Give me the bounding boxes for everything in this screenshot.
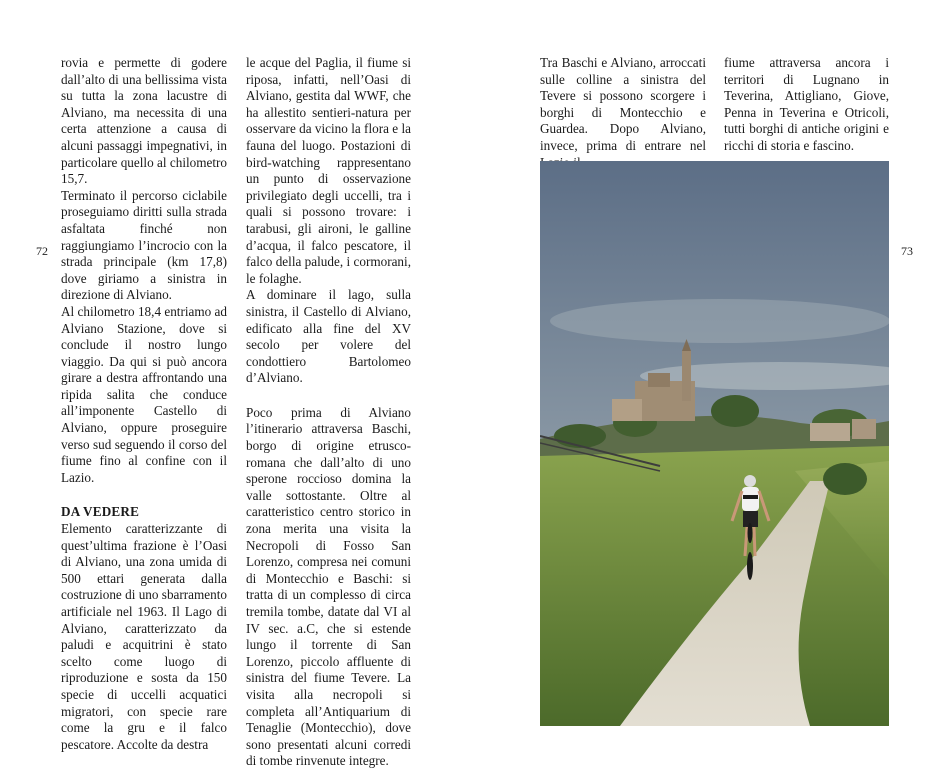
paragraph: Tra Baschi e Alviano, arroccati sulle colline a sinistra del Tevere si possono scorgere i borghi di Montecchio e Guardea. Dopo Alviano, invece, prima di entrare nel: [540, 55, 706, 153]
text-column-1: [61, 55, 227, 753]
page-number-right: 73: [901, 244, 913, 258]
text-column-3: [540, 55, 706, 171]
paragraph: Al chilometro 18,4 entriamo ad Alviano Stazione, dove si conclude il nostro lungo viaggio. Da qui si può ancora girare a destra affrontando una ripida salita che conduce all’imponente Castello di Alviano, oppure proseguire verso sud seguendo il corso del fiume fino al confine con il Lazio.: [61, 303, 227, 485]
page-number-left: 72: [36, 244, 48, 258]
paragraph: A dominare il lago, sulla sinistra, il Castello di Alviano, edificato alla fine del XV secolo per volere del condottiero Bartolomeo d’Alviano.: [246, 287, 411, 386]
text-column-2: [246, 55, 411, 770]
paragraph: Terminato il percorso ciclabile proseguiamo diritti sulla strada asfaltata finché non raggiungiamo l’incrocio con la strada principale (km 17,8) dove giriamo a sinistra in direzione di Alviano.: [61, 187, 227, 303]
paragraph: le acque del Paglia, il fiume si riposa, infatti, nell’Oasi di Alviano, gestita dal WWF, che ha allestito sentieri-natura per osservare da vicino la flora e la fauna del luogo. Postazioni di bird-watching rappresentano un punto di osservazione privilegiato degli uccelli, tra i quali si possono trovare: i tarabusi, gli aironi, le galline d’acqua, il falco pescatore, il falco della palude, i cormorani, le folaghe.: [246, 55, 411, 286]
paragraph: rovia e permette di godere dall’alto di una bellissima vista su tutta la zona lacustre di Alviano, ma necessita di una certa attenzione a causa di alcuni passaggi impegnativi, in particolare quello al chilometro 15,7.: [61, 55, 227, 187]
paragraph: Poco prima di Alviano l’itinerario attraversa Baschi, borgo di origine etrusco-romana che dall’alto di uno sperone roccioso domina la valle sottostante. Oltre al caratteristico centro storico in zona merita una visita la Necropoli di Fosso San Lorenzo, compresa nei comuni di Montecchio e Baschi: si tratta di un complesso di circa tremila tombe, datate dal VI al IV sec. a.C, che si estende lungo il torrente di San Lorenzo, piccolo affluente di sinistra del fiume Tevere. La visita alla necropoli si completa all’Antiquarium di Tenaglie (Montecchio), dove sono presentati alcuni corredi di tombe rinvenute integre.: [246, 404, 411, 769]
section-heading: DA VEDERE: [61, 504, 140, 520]
text-column-4: [724, 55, 889, 155]
paragraph: Elemento caratterizzante di quest’ultima frazione è l’Oasi di Alviano, una zona umida di 500 ettari generata dalla costruzione di uno sbarramento artificiale nel 1963. Il Lago di Alviano, caratterizzato da paludi e acquitrini è stato scelto come luogo di riproduzione e sosta da 150 specie di uccelli acquatici migratori, con specie rare come la gru e il falco pescatore. Accolte da destra: [61, 521, 227, 752]
paragraph: fiume attraversa ancora i territori di Lugnano in Teverina, Attigliano, Giove, Penna in Teverina e Otricoli, tutti borghi di antiche origini e ricchi di storia e fascino.: [724, 55, 889, 153]
cyclist-photo-icon: [540, 161, 889, 726]
